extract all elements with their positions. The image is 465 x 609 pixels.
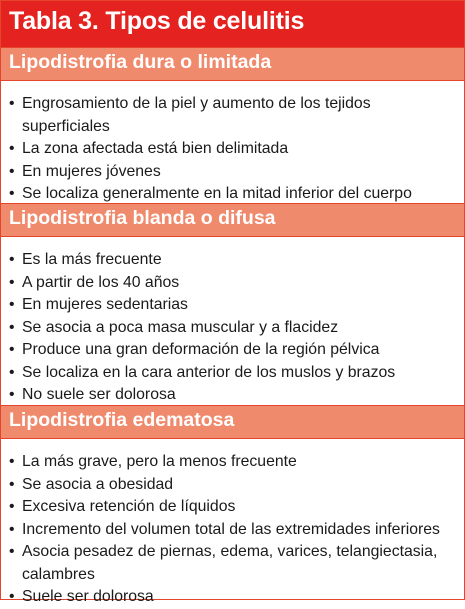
list-item-text: La más grave, pero la menos frecuente [22, 453, 297, 470]
list-item [7, 272, 452, 295]
bullet-list [7, 451, 452, 609]
bullet-icon: • [9, 162, 15, 180]
list-item-text: Se localiza en la cara anterior de los muslos y brazos [22, 363, 396, 381]
list-item [7, 451, 452, 474]
section-header-lipodistrofia-blanda: Lipodistrofia blanda o difusa [1, 203, 464, 237]
list-item [7, 93, 452, 138]
list-item [7, 474, 452, 497]
list-item [7, 294, 452, 317]
list-item-text: Produce una gran deformación de la región pélvica [22, 341, 380, 358]
list-item [7, 161, 452, 184]
list-item-text: Se localiza generalmente en la mitad inferior del cuerpo [22, 185, 412, 202]
list-item [7, 586, 452, 609]
section-body-lipodistrofia-dura [1, 81, 464, 203]
bullet-icon: • [9, 318, 15, 336]
table-title: Tabla 3. Tipos de celulitis [1, 1, 464, 47]
list-item-text: Se asocia a obesidad [22, 475, 174, 493]
bullet-icon: • [9, 498, 15, 515]
section-body-lipodistrofia-edematosa [1, 439, 464, 605]
bullet-list [7, 249, 452, 407]
list-item-text: Asocia pesadez de piernas, edema, varices, telangiectasia, calambres [22, 543, 438, 583]
list-item-text: En mujeres sedentarias [22, 296, 188, 313]
list-item-text: Se asocia a poca masa muscular y a flacidez [22, 318, 339, 336]
bullet-icon: • [9, 95, 15, 112]
bullet-icon: • [9, 251, 15, 268]
list-item [7, 496, 452, 519]
bullet-icon: • [9, 386, 15, 403]
list-item [7, 362, 452, 385]
bullet-icon: • [9, 273, 15, 291]
section-body-lipodistrofia-blanda [1, 237, 464, 405]
list-item-text: En mujeres jóvenes [22, 162, 161, 180]
list-item [7, 384, 452, 407]
bullet-icon: • [9, 363, 15, 381]
list-item-text: No suele ser dolorosa [22, 386, 176, 403]
list-item-text: La zona afectada está bien delimitada [22, 140, 289, 157]
bullet-icon: • [9, 296, 15, 313]
section-header-lipodistrofia-dura: Lipodistrofia dura o limitada [1, 47, 464, 81]
list-item [7, 317, 452, 340]
section-header-lipodistrofia-edematosa: Lipodistrofia edematosa [1, 405, 464, 439]
bullet-icon: • [9, 588, 15, 605]
list-item [7, 541, 452, 586]
list-item-text: Excesiva retención de líquidos [22, 498, 236, 515]
list-item-text: Suele ser dolorosa [22, 588, 154, 605]
bullet-icon: • [9, 185, 15, 202]
list-item-text: Engrosamiento de la piel y aumento de los tejidos superficiales [22, 95, 371, 135]
bullet-icon: • [9, 520, 15, 538]
bullet-icon: • [9, 543, 15, 560]
list-item-text: Es la más frecuente [22, 251, 162, 268]
list-item [7, 138, 452, 161]
list-item [7, 339, 452, 362]
list-item [7, 249, 452, 272]
bullet-icon: • [9, 140, 15, 157]
list-item-text: Incremento del volumen total de las extremidades inferiores [22, 520, 440, 538]
list-item [7, 519, 452, 542]
bullet-icon: • [9, 475, 15, 493]
bullet-icon: • [9, 341, 15, 358]
list-item [7, 183, 452, 206]
list-item-text: A partir de los 40 años [22, 273, 180, 291]
bullet-icon: • [9, 453, 15, 470]
bullet-list [7, 93, 452, 206]
